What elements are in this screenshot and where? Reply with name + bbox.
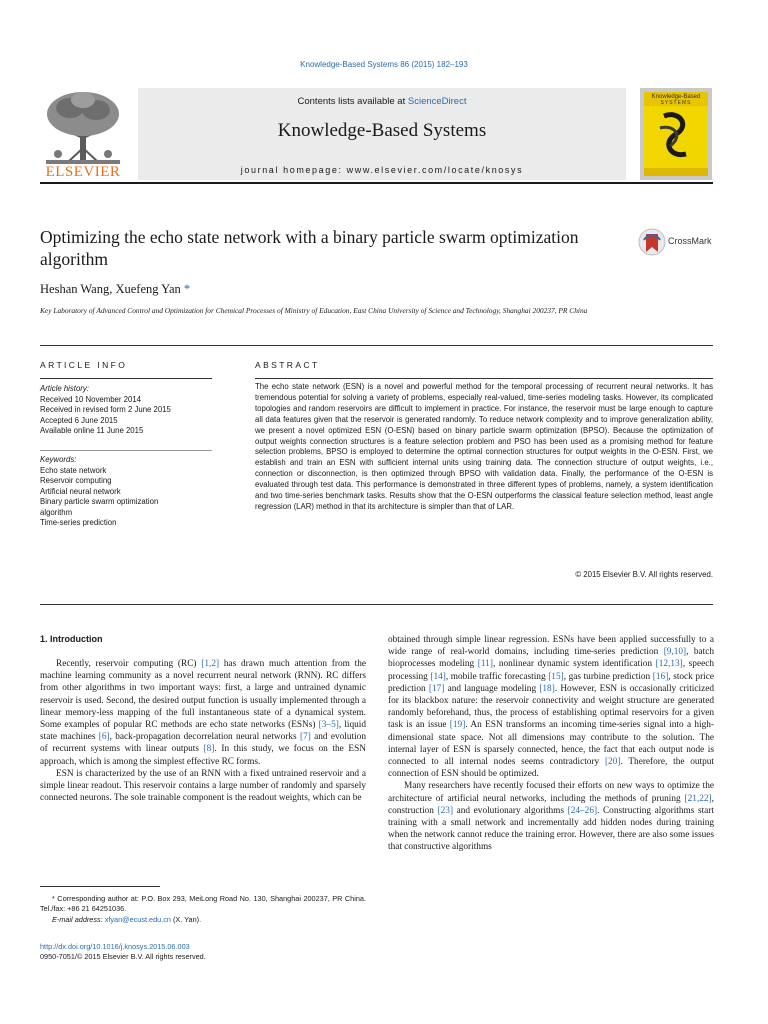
intro-paragraph: [388, 780, 714, 853]
paragraph-text: . An ESN transforms an incoming time-series signal into a high-dimensional state space. Not all dimensions may contribute to the solution. The internal layer of ESN is sparsely connected, hence, the fact that each output node is connected to all internal nodes seems contradictory: [388, 720, 715, 768]
paragraph-text: . Constructing algorithms start training with a small network and incrementally add hidden nodes during training when the network cannot reduce the training error. However, there are also some issues that constructive algorithms: [388, 805, 714, 853]
intro-right-column: [388, 634, 714, 854]
abstract-heading: ABSTRACT: [255, 360, 320, 370]
authors-line: [40, 282, 190, 297]
paragraph-text: , gas turbine prediction: [563, 671, 653, 682]
paragraph-text: obtained through simple linear regression. ESNs have been applied successfully to a wide range of real-world domains, including time-series prediction: [388, 635, 714, 658]
intro-left-column: [40, 658, 366, 804]
crossmark-badge[interactable]: [638, 228, 718, 258]
article-info-heading: ARTICLE INFO: [40, 360, 128, 370]
citation-ref-link[interactable]: [7]: [299, 732, 311, 743]
doi-link[interactable]: http://dx.doi.org/10.1016/j.knosys.2015.06.003: [40, 942, 190, 951]
paragraph-text: and evolution of recurrent systems with linear outputs: [40, 732, 366, 755]
paragraph-text: and language modeling: [444, 683, 540, 694]
intro-paragraph: [388, 634, 714, 780]
intro-paragraph: [40, 658, 366, 768]
journal-title: Knowledge-Based Systems: [277, 120, 487, 141]
footnote-rule: [40, 886, 160, 887]
citation-ref-link[interactable]: [24–26]: [567, 805, 598, 816]
article-title: Optimizing the echo state network with a binary particle swarm optimization algorithm: [40, 227, 579, 269]
paragraph-text: , stock price prediction: [388, 671, 714, 694]
citation-ref-link[interactable]: [20]: [604, 757, 621, 768]
paragraph-text: Recently, reservoir computing (RC): [56, 659, 202, 669]
email-suffix: (X. Yan).: [170, 914, 202, 924]
intro-paragraph: [40, 768, 366, 805]
citation-ref-link[interactable]: [14]: [430, 671, 446, 682]
history-item: Available online 11 June 2015: [40, 426, 144, 435]
paragraph-text: . However, ESN is occasionally criticized for its blackbox nature: the reservoir connectivity and weight structure are generated randomly beforehand, thus, the process of establishing optimal reservoirs for a given task is an issue: [388, 683, 714, 731]
keyword-item: Echo state network: [40, 465, 107, 475]
abstract-bottom-rule: [40, 604, 713, 605]
doi-block: [40, 942, 206, 963]
citation-ref-link[interactable]: [12,13]: [655, 659, 683, 670]
citation-ref-link[interactable]: [1,2]: [201, 659, 220, 669]
paragraph-text: , nonlinear dynamic system identification: [492, 659, 656, 670]
paragraph-text: . In this study, we focus on the ESN approach, which is among the simplest effective RC forms.: [40, 744, 366, 767]
citation-ref-link[interactable]: [18]: [539, 683, 555, 694]
corresponding-author-mark[interactable]: *: [183, 282, 191, 296]
abstract-rule: [255, 378, 713, 379]
section-heading-introduction: 1. Introduction: [40, 634, 103, 644]
citation-ref-link[interactable]: [21,22]: [684, 793, 712, 804]
cover-title-1: Knowledge-Based: [651, 94, 701, 100]
paragraph-text: ESN is characterized by the use of an RNN with a fixed untrained reservoir and a simple linear readout. This reservoir contains a large number of randomly and sparsely connected neurons. The sole trainable component is the readout weights, which can be: [40, 768, 366, 804]
abstract-text: The echo state network (ESN) is a novel and powerful method for the temporal processing of recurrent neural networks. It has tremendous potential for solving a variety of problems, especially real-valued, time-series modeling tasks. However, its complicated topologies and random reservoirs are difficult to implement in practice. For instance, the reservoir must be large enough to capture all data features given that the reservoir is generated randomly. To reduce network complexity and to improve generalization ability, we present a novel optimized ESN (O-ESN) based on binary particle swarm optimization (BPSO). Because the optimization of output weights connection structures is a feature selection problem and PSO has been used as a promising method for feature selection problems, BPSO is employed to determine the optimal connection structures for output weights in the O-ESN. First, we establish and train an ESN with sufficient internal units using training data. The connection structure of output weights, i.e., connection or disconnection, is then optimized through BPSO with validation data. Finally, the performance of the O-ESN is evaluated through test data. This performance is demonstrated in three different types of problems, namely, a system identification and two time-series benchmark tasks. Results show that the O-ESN outperforms the classical feature selection method, least angle regression (LAR) method in that its architecture is simpler than that of LAR.: [255, 382, 713, 511]
paragraph-text: , mobile traffic forecasting: [445, 671, 549, 682]
contents-line: [138, 96, 626, 107]
keyword-item: Reservoir computing: [40, 476, 112, 485]
keyword-item: Artificial neural network: [40, 486, 121, 496]
history-item: Received in revised form 2 June 2015: [40, 405, 171, 414]
citation-ref-link[interactable]: [23]: [437, 805, 454, 816]
abstract-copyright: © 2015 Elsevier B.V. All rights reserved.: [575, 570, 713, 579]
elsevier-logo: [38, 88, 128, 180]
paragraph-text: , speech processing: [388, 659, 714, 682]
history-label: Article history:: [40, 384, 89, 393]
crossmark-label: CrossMark: [668, 236, 712, 246]
email-line: [40, 915, 366, 925]
journal-cover-thumbnail[interactable]: [640, 88, 712, 180]
citation-ref-link[interactable]: [3–5]: [318, 720, 339, 731]
affiliation-rule: [40, 345, 713, 346]
authors: Heshan Wang, Xuefeng Yan: [40, 282, 181, 296]
journal-homepage[interactable]: journal homepage: www.elsevier.com/locate/knosys: [240, 165, 524, 175]
paragraph-text: , back-propagation decorrelation neural networks: [109, 732, 300, 743]
paragraph-text: . Therefore, the output connection of ESN should be optimized.: [388, 757, 714, 780]
paragraph-text: , construction: [388, 793, 714, 816]
keyword-item: algorithm: [40, 507, 73, 517]
history-item: Accepted 6 June 2015: [40, 415, 118, 425]
history-item: Received 10 November 2014: [40, 394, 141, 404]
paragraph-text: has drawn much attention from the machine learning community as a novel recurrent neural network (RNN). RC differs from other algorithms in two important ways: first, a large and untrained dynamic reservoir is used. Second, the desired output function is usually implemented through a linear memory-less mapping of the full instantaneous state of a dynamical system. Some examples of popular RC methods are echo state networks (ESNs): [40, 659, 366, 731]
article-info-rule: [40, 378, 212, 379]
cover-title-2: SYSTEMS: [660, 100, 692, 106]
corresponding-author-note: * Corresponding author at: P.O. Box 293, MeiLong Road No. 130, Shanghai 200237, PR China. Tel./fax: +86 21 64251036.: [40, 894, 366, 914]
affiliation: Key Laboratory of Advanced Control and Optimization for Chemical Processes of Ministry of Education, East China University of Science and Technology, Shanghai 200237, PR China: [40, 306, 588, 315]
header-rule: [40, 182, 713, 184]
journal-citation[interactable]: Knowledge-Based Systems 86 (2015) 182–193: [300, 60, 468, 69]
keyword-item: Time-series prediction: [40, 518, 117, 527]
contents-prefix: Contents lists available at: [297, 96, 408, 107]
issn-line: 0950-7051/© 2015 Elsevier B.V. All rights reserved.: [40, 952, 206, 962]
email-link[interactable]: xfyan@ecust.edu.cn: [104, 914, 171, 924]
citation-ref-link[interactable]: [16]: [652, 671, 669, 682]
keywords: [40, 455, 220, 529]
sciencedirect-link[interactable]: ScienceDirect: [407, 96, 467, 107]
crossmark-icon: [638, 228, 666, 256]
paragraph-text: Many researchers have recently focused their efforts on new ways to optimize the architecture of artificial neural networks, including the methods of pruning: [388, 781, 714, 804]
citation-ref-link[interactable]: [8]: [203, 744, 215, 755]
citation-ref-link[interactable]: [6]: [98, 732, 110, 743]
paragraph-text: and evolutionary algorithms: [453, 805, 568, 816]
keywords-label: Keywords:: [40, 455, 77, 464]
paragraph-text: , batch bioprocesses modeling: [388, 647, 714, 670]
elsevier-wordmark: ELSEVIER: [45, 164, 121, 180]
footnote: [40, 894, 366, 925]
email-label: E-mail address:: [52, 914, 105, 924]
article-history: [40, 384, 220, 437]
keywords-rule: [40, 450, 212, 451]
keyword-item: Binary particle swarm optimization: [40, 497, 159, 506]
paragraph-text: , liquid state machines: [40, 720, 367, 743]
citation-ref-link[interactable]: [19]: [449, 720, 466, 731]
citation-ref-link[interactable]: [11]: [477, 659, 493, 670]
citation-ref-link[interactable]: [9,10]: [663, 647, 687, 658]
citation-ref-link[interactable]: [15]: [548, 671, 564, 682]
citation-ref-link[interactable]: [17]: [428, 683, 445, 694]
